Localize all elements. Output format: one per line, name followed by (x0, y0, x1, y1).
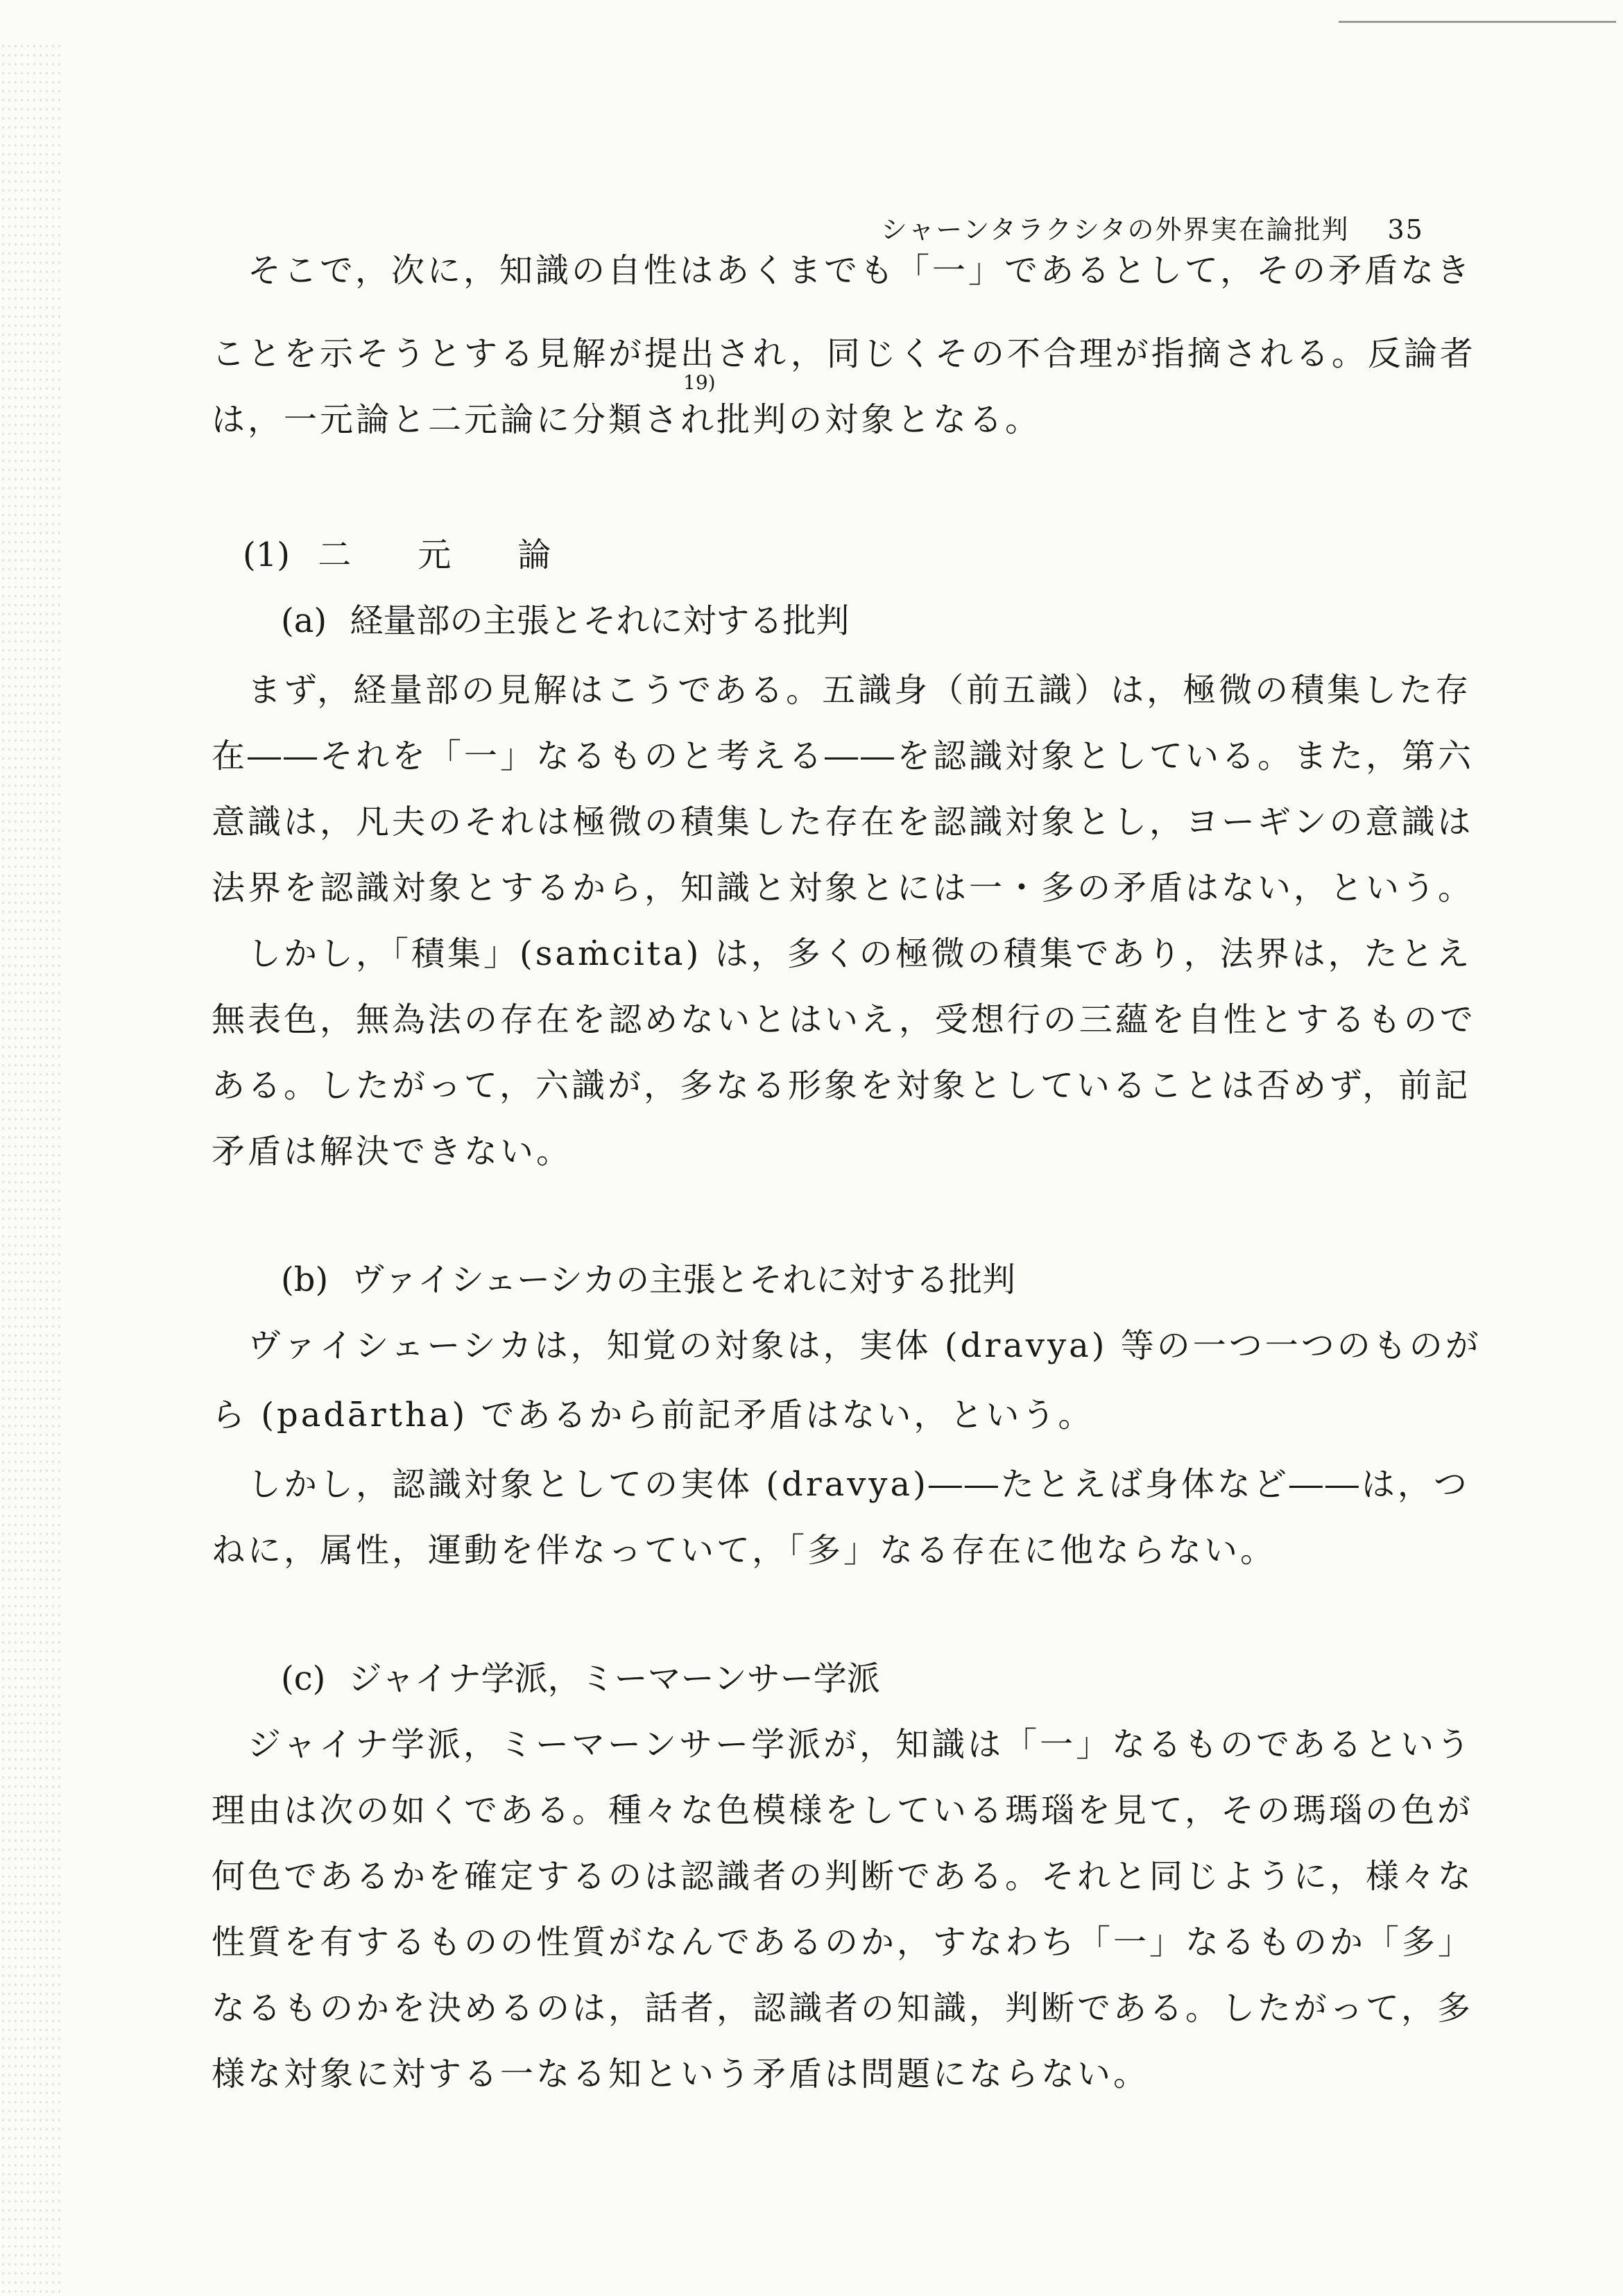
scan-top-rule (1339, 21, 1616, 23)
paragraph-line: 法界を認識対象とするから，知識と対象とには一・多の矛盾はない，という。 (212, 868, 1475, 907)
page-number: 35 (1387, 214, 1424, 245)
subheading-c (281, 1658, 880, 1699)
scan-margin-shadow (0, 42, 62, 2296)
paragraph-line: ある。したがって，六識が，多なる形象を対象としていることは否めず，前記 (212, 1066, 1471, 1105)
paragraph-line: ヴァイシェーシカは，知覚の対象は，実体 (dravya) 等の一つ一つのものが (212, 1326, 1482, 1365)
subheading-label: (c) (281, 1659, 326, 1698)
intro-line: そこで，次に，知識の自性はあくまでも「一」であるとして，その矛盾なき (212, 251, 1473, 290)
paragraph-line: 無表色，無為法の存在を認めないとはいえ，受想行の三蘊を自性とするもので (212, 1000, 1476, 1039)
paragraph-line: ら (padārtha) であるから前記矛盾はない，という。 (212, 1396, 1094, 1434)
intro-line: ことを示そうとする見解が提出され，同じくその不合理が指摘される。反論者 (212, 334, 1476, 373)
paragraph-line: 在――それを「一」なるものと考える――を認識対象としている。また，第六 (212, 737, 1475, 776)
paragraph-line: 意識は，凡夫のそれは極微の積集した存在を認識対象とし，ヨーギンの意識は (212, 803, 1474, 841)
paragraph-line: 矛盾は解決できない。 (212, 1132, 573, 1171)
section-title: 二 元 論 (318, 536, 551, 574)
paragraph-line: 様な対象に対する一なる知という矛盾は問題にならない。 (212, 2055, 1150, 2093)
section-heading-dualism (243, 534, 551, 576)
subheading-label: (b) (281, 1260, 329, 1299)
paragraph-line: 性質を有するものの性質がなんであるのか，すなわち「一」なるものか「多」 (212, 1923, 1475, 1962)
footnote-ref-19: 19) (683, 371, 716, 394)
intro-line: は，一元論と二元論に分類され批判の対象となる。 (212, 400, 1042, 439)
subheading-title: 経量部の主張とそれに対する批判 (350, 601, 850, 640)
paragraph-line: しかし，認識対象としての実体 (dravya)――たとえば身体など――は，つ (212, 1465, 1470, 1504)
subheading-label: (a) (281, 601, 327, 640)
paragraph-line: ねに，属性，運動を伴なっていて，「多」なる存在に他ならない。 (212, 1531, 1277, 1570)
paragraph-line: ジャイナ学派，ミーマーンサー学派が，知識は「一」なるものであるという (212, 1725, 1473, 1764)
subheading-b (281, 1259, 1015, 1301)
subheading-title: ジャイナ学派，ミーマーンサー学派 (348, 1659, 880, 1698)
section-number: (1) (243, 536, 290, 574)
running-header-title: シャーンタラクシタの外界実在論批判 (881, 214, 1350, 245)
subheading-a (281, 600, 849, 642)
subheading-title: ヴァイシェーシカの主張とそれに対する批判 (351, 1260, 1016, 1299)
running-header (881, 208, 1424, 246)
paragraph-line: 理由は次の如くである。種々な色模様をしている瑪瑙を見て，その瑪瑙の色が (212, 1791, 1474, 1830)
paragraph-line: まず，経量部の見解はこうである。五識身（前五識）は，極微の積集した存 (212, 671, 1472, 710)
paragraph-line: なるものかを決めるのは，話者，認識者の知識，判断である。したがって，多 (212, 1989, 1474, 2028)
paragraph-line: 何色であるかを確定するのは認識者の判断である。それと同じように，様々な (212, 1857, 1475, 1896)
paragraph-line: しかし，「積集」(saṁcita) は，多くの極微の積集であり，法界は，たとえ (212, 934, 1472, 973)
